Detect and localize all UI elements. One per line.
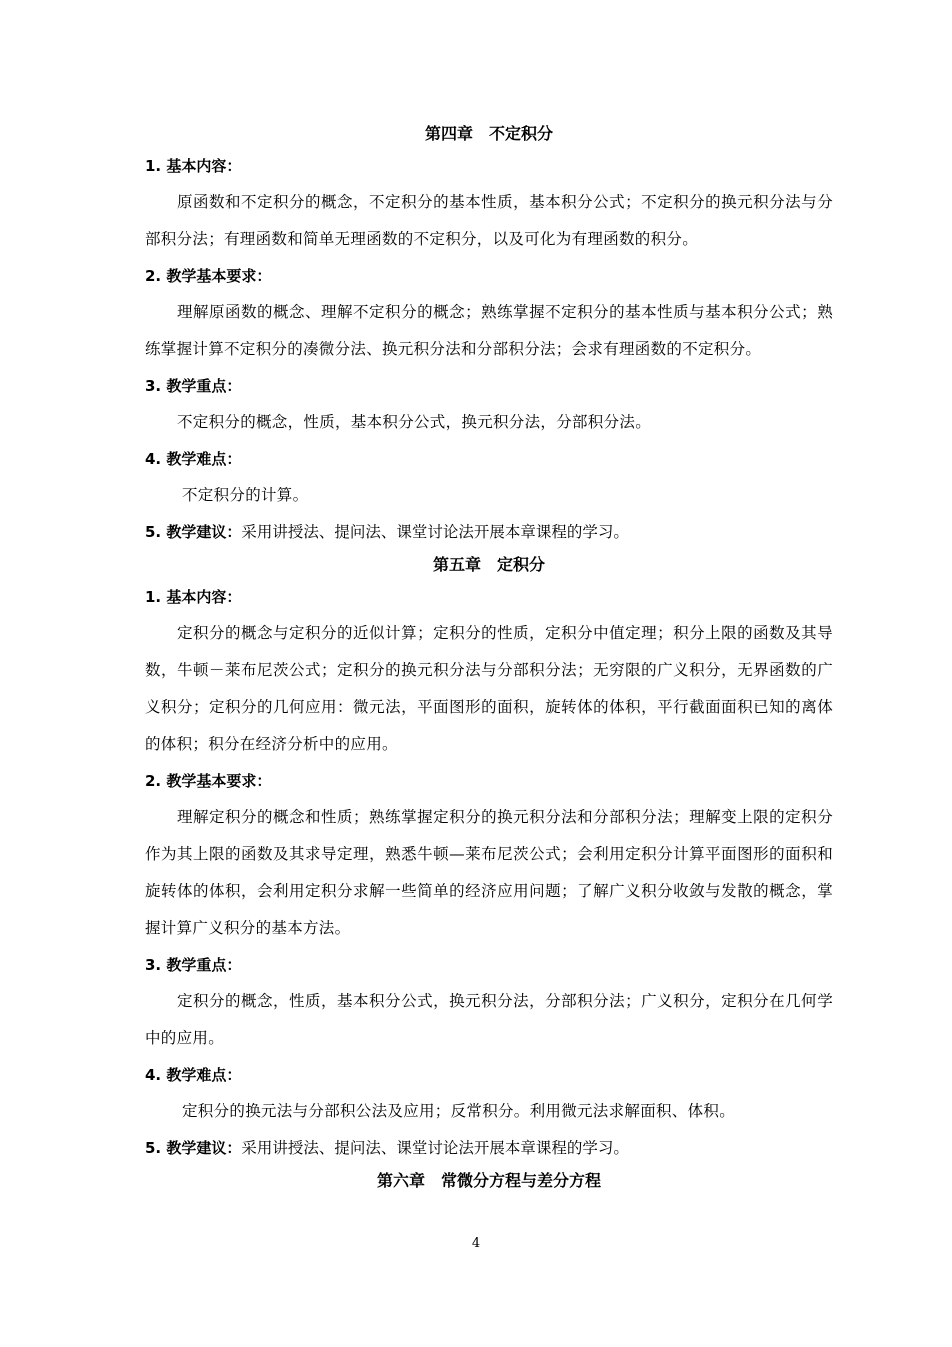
ch5-difficulties-heading: 4. 教学难点： — [145, 1066, 242, 1084]
ch4-requirements-heading: 2. 教学基本要求： — [145, 267, 272, 285]
document-page — [145, 120, 833, 1195]
ch4-key-points-heading: 3. 教学重点： — [145, 377, 242, 395]
ch4-requirements-text: 理解原函数的概念、理解不定积分的概念；熟练掌握不定积分的基本性质与基本积分公式；熟练掌握计算不定积分的凑微分法、换元积分法和分部积分法；会求有理函数的不定积分。 — [145, 303, 833, 358]
ch5-teaching-suggestion — [145, 1130, 833, 1167]
ch5-suggestion-label: 5. 教学建议： — [145, 1139, 242, 1157]
ch5-basic-content-text: 定积分的概念与定积分的近似计算；定积分的性质，定积分中值定理；积分上限的函数及其导数，牛顿－莱布尼茨公式；定积分的换元积分法与分部积分法；无穷限的广义积分，无界函数的广义积分；定积分的几何应用：微元法，平面图形的面积，旋转体的体积，平行截面面积已知的离体的体积；积分在经济分析中的应用。 — [145, 624, 833, 753]
page-number: 4 — [471, 1236, 481, 1251]
ch5-requirements-heading: 2. 教学基本要求： — [145, 772, 272, 790]
ch4-difficulties-text: 不定积分的计算。 — [182, 486, 309, 504]
chapter-6-title: 第六章 常微分方程与差分方程 — [376, 1171, 601, 1190]
ch4-teaching-suggestion — [145, 514, 833, 551]
ch4-suggestion-label: 5. 教学建议： — [145, 523, 242, 541]
ch5-key-points-heading: 3. 教学重点： — [145, 956, 242, 974]
ch4-basic-content-text: 原函数和不定积分的概念，不定积分的基本性质，基本积分公式；不定积分的换元积分法与分部积分法；有理函数和简单无理函数的不定积分，以及可化为有理函数的积分。 — [145, 193, 833, 248]
chapter-5-title: 第五章 定积分 — [432, 555, 545, 574]
ch5-basic-content-heading: 1. 基本内容： — [145, 588, 242, 606]
ch4-key-points-text: 不定积分的概念，性质，基本积分公式，换元积分法，分部积分法。 — [177, 413, 652, 431]
ch4-basic-content-heading: 1. 基本内容： — [145, 157, 242, 175]
ch5-requirements-text: 理解定积分的概念和性质；熟练掌握定积分的换元积分法和分部积分法；理解变上限的定积分作为其上限的函数及其求导定理，熟悉牛顿—莱布尼茨公式；会利用定积分计算平面图形的面积和旋转体的体积，会利用定积分求解一些简单的经济应用问题；了解广义积分收敛与发散的概念，掌握计算广义积分的基本方法。 — [145, 808, 833, 937]
ch5-difficulties-text: 定积分的换元法与分部积公法及应用；反常积分。利用微元法求解面积、体积。 — [182, 1102, 736, 1120]
chapter-4-title: 第四章 不定积分 — [424, 124, 553, 143]
ch4-difficulties-heading: 4. 教学难点： — [145, 450, 242, 468]
ch5-suggestion-text: 采用讲授法、提问法、课堂讨论法开展本章课程的学习。 — [241, 1139, 629, 1157]
ch4-suggestion-text: 采用讲授法、提问法、课堂讨论法开展本章课程的学习。 — [241, 523, 629, 541]
ch5-key-points-text: 定积分的概念，性质，基本积分公式，换元积分法，分部积分法；广义积分，定积分在几何学中的应用。 — [145, 992, 833, 1047]
